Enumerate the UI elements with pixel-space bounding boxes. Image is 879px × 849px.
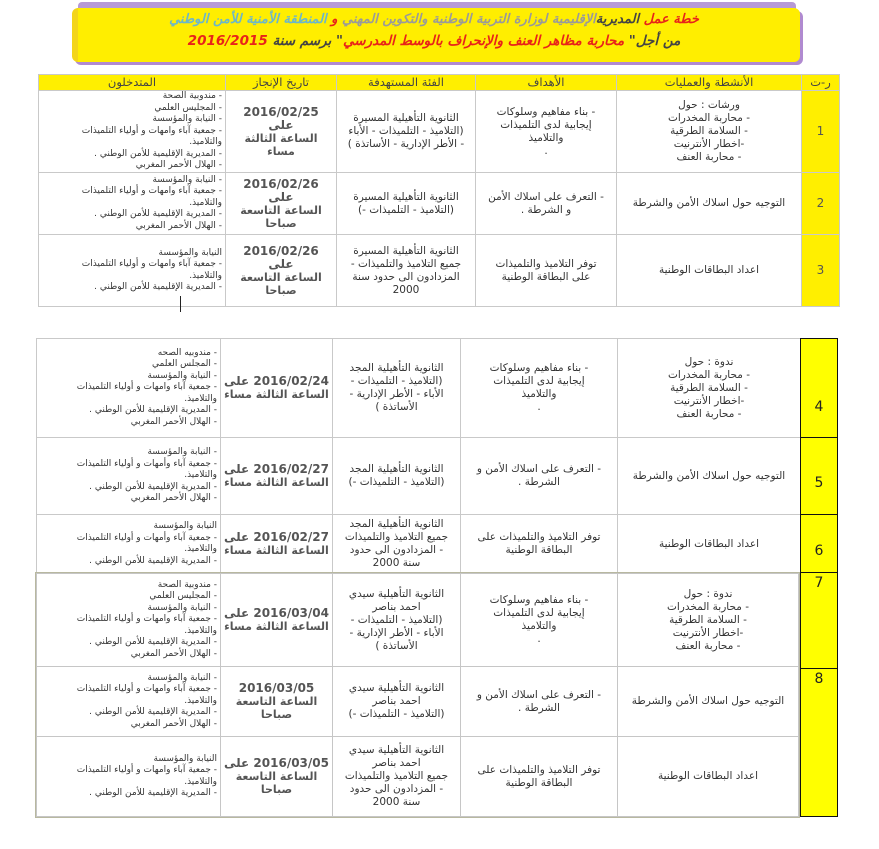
completion-date-cell-line: 2016/02/27 على [224,462,329,476]
completion-date-cell-line: الساعة التاسعة [240,270,322,284]
stray-line-mark [180,296,181,312]
actors-cell [39,235,226,307]
activities-cell-line: -اخطار الأنترنيت [673,138,745,150]
actors-cell [37,737,221,817]
actors-cell-line: - جمعية آباء وامهات و أولياء التلميذات [76,382,217,393]
actors-cell-line: والتلاميذ. [184,393,217,404]
activities-cell-line: - السلامة الطرقية [670,125,748,137]
target-group-cell-line: (التلاميذ - التلميذات -) [348,708,445,720]
actors-cell [37,574,221,667]
goals-cell-line: - بناء مفاهيم وسلوكات [489,362,589,374]
line1-segment: المديرية [595,12,640,27]
target-group-cell-line: جميع التلاميذ والتلميذات [344,770,449,782]
completion-date-cell-line: الساعة الثالثة مساء [224,388,329,401]
activities-cell-line: التوجيه حول اسلاك الأمن والشرطة [632,197,786,209]
table-row [37,667,799,737]
target-group-cell-line: سنة 2000 [372,796,421,808]
target-group-cell-line: الثانوية التأهيلية المسيرة [353,190,459,203]
target-group-cell-line: (التلاميذ - التلميذات -) [358,203,454,216]
actors-cell-line: - جمعية آباء وامهات و أولياء التلميذات [81,186,222,197]
target-group-cell [337,173,476,235]
completion-date-cell-line: 2016/02/26 على [243,243,319,271]
target-group-cell [333,574,461,667]
completion-date-cell [226,235,337,307]
actors-cell-line: النيابة والمؤسسة [153,753,217,764]
action-plan-table-part-2 [36,338,801,574]
actors-cell-line: والتلاميذ. [189,197,222,208]
goals-cell-line: توفر التلاميذ والتلميذات على [477,763,601,776]
table-row [39,235,840,307]
actors-cell-line: - جمعية آباء وامهات و أولياء التلميذات [76,684,217,695]
goals-cell-line: الشرطة . [518,701,560,714]
row-number: 8 [814,671,824,687]
activities-cell-line: اعداد البطاقات الوطنية [658,264,760,276]
completion-date-cell [221,667,333,737]
goals-cell-line: والتلاميذ [528,131,564,144]
actors-cell [37,515,221,574]
goals-cell-line: - بناء مفاهيم وسلوكات [489,594,589,606]
completion-date-cell-line: الساعة الثالثة مساء [244,131,318,158]
actors-cell-line: - الهلال الأحمر المغربي [135,160,222,171]
target-group-cell-line: (التلاميذ - التلميذات - الأباء [348,125,464,137]
row-number-box [800,668,838,817]
title-banner [72,2,802,64]
line2-segment: 2016/2015 [187,33,268,49]
target-group-cell-line: احمد بناصر [372,695,421,707]
completion-date-cell-line: الساعة الثالثة مساء [224,544,329,557]
actors-cell-line: - المجلس العلمي [152,359,217,370]
target-group-cell-line: المزدادون الى حدود سنة [352,270,460,283]
completion-date-cell [221,339,333,438]
actors-cell-line: - المديرية الإقليمية للأمن الوطني . [89,555,217,566]
completion-date-cell-line: 2016/02/26 على [243,176,319,204]
goals-cell [461,737,618,817]
actors-cell-line: والتلاميذ. [184,470,217,481]
goals-cell-line: و الشرطة . [520,203,572,216]
actors-cell-line: - المديرية الإقليمية للأمن الوطني . [89,707,217,718]
completion-date-cell-line: صباحا [260,783,293,796]
target-group-cell-line: - الأطر الإدارية - الأساتذة ) [347,138,465,150]
actors-cell [39,173,226,235]
target-group-cell [337,91,476,173]
activities-cell [618,515,801,574]
table-row [39,173,840,235]
target-group-cell-line: الأساتذة ) [375,401,418,413]
completion-date-cell-line: الساعة الثالثة مساء [224,620,329,633]
goals-cell-line: البطاقة الوطنية [505,544,573,556]
line2-segment: " برسم سنة [267,33,344,49]
actors-cell-line: - المديرية الإقليمية للأمن الوطني . [89,788,217,798]
target-group-cell-line: احمد بناصر [372,600,421,613]
target-group-cell-line: الأباء - الأطر الإدارية - [349,388,444,400]
target-group-cell-line: (التلاميذ - التلميذات - [350,613,443,626]
target-group-cell [333,667,461,737]
activities-cell-line: - محاربة العنف [676,151,742,163]
goals-cell [476,91,617,173]
target-group-cell-line: الثانوية التأهيلية المسيرة [353,112,459,124]
target-group-cell-line: الثانوية التأهيلية سيدي [348,682,445,694]
header-num: ر-ت [802,75,840,91]
banner-title-line-2 [94,33,774,49]
activities-cell [618,438,801,515]
actors-cell-line: النيابة والمؤسسة [153,521,217,531]
activities-cell-line: التوجيه حول اسلاك الأمن والشرطة [631,695,785,707]
activities-cell [617,235,802,307]
actors-cell-line: - الهلال الأحمر المغربي [130,416,217,427]
goals-cell-line: إيجابية لدى التلميذات [493,607,585,619]
target-group-cell-line: جميع التلاميذ والتلميذات [344,531,449,543]
table-row [39,91,840,173]
activities-cell [618,667,799,737]
target-group-cell-line: الثانوية التأهيلية المجد [349,518,444,530]
completion-date-cell [221,438,333,515]
target-group-cell-line: الثانوية التأهيلية المجد [349,463,444,475]
completion-date-cell [226,173,337,235]
completion-date-cell [221,737,333,817]
line1-segment: المنطقة الأمنية للأمن الوطني [169,12,327,27]
completion-date-cell-line: 2016/02/25 على [243,104,319,132]
actors-cell-line: والتلاميذ. [189,270,222,281]
completion-date-cell-line: الساعة التاسعة [235,770,318,783]
goals-cell [461,515,618,574]
row-number: 4 [814,399,824,415]
activities-cell-line: ندوة : حول [684,355,734,368]
completion-date-cell-line: الساعة الثالثة مساء [224,476,329,489]
goals-cell [461,438,618,515]
table-row [37,737,799,817]
goals-cell [476,173,617,235]
line1-segment: الإقليمية لوزارة التربية الوطنية والتكوين المهني [337,12,596,27]
action-plan-table-part-1 [38,74,840,307]
activities-cell-line: - السلامة الطرقية [669,613,747,626]
activities-cell-line: اعداد البطاقات الوطنية [658,537,760,550]
actors-cell-line: - المديرية الإقليمية للأمن الوطني . [89,637,217,648]
actors-cell-line: - جمعية آباء وأمهات و أولياء التلميذات [76,458,217,469]
actors-cell-line: - جمعية آباء وامهات و أولياء التلميذات [76,614,217,625]
completion-date-cell-line: صباحا [260,708,293,721]
table-row [37,438,801,515]
line1-segment: و [326,12,338,27]
activities-cell [618,339,801,438]
actors-cell-line: - المجليس العلمي [149,591,217,602]
goals-cell-line: . [537,401,541,413]
target-group-cell-line: الثانوية التأهيلية المسيرة [353,244,459,257]
actors-cell-line: - الهلال الأحمر المغربي [130,648,217,659]
goals-cell-line: البطاقة الوطنية [505,776,573,789]
actors-cell-line: - الهلال الأحمر المغربي [130,493,217,504]
goals-cell-line: والتلاميذ [521,620,557,632]
actors-cell [37,339,221,438]
line1-segment: خطة عمل [639,12,699,27]
goals-cell [476,235,617,307]
actors-cell-line: والتلاميذ. [189,137,222,148]
row-number-box [800,437,838,515]
actors-cell-line: - المجليس العلمي [154,102,222,113]
actors-cell-line: والتلاميذ. [184,695,217,706]
row-number: 7 [814,575,824,591]
actors-cell-line: - جمعية آباء وامهات و أولياء التلميذات [76,765,217,775]
actors-cell-line: - مندوبية الصحة [157,579,217,590]
line2-segment: من أجل" [624,33,681,49]
goals-cell-line: والتلاميذ [521,388,557,400]
actors-cell-line: - جمعية آباء وامهات و أولياء التلميذات [81,125,222,136]
goals-cell [461,339,618,438]
completion-date-cell [221,515,333,574]
goals-cell-line: على البطاقة الوطنية [501,270,591,283]
actors-cell-line: والتلاميذ. [184,776,217,787]
goals-cell-line: - التعرف على اسلاك الأمن و [476,463,602,475]
activities-cell-line: ندوة : حول [683,587,733,600]
target-group-cell [333,438,461,515]
target-group-cell-line: الأساتذة ) [375,639,418,652]
activities-cell-line: - محاربة المخدرات [667,368,751,381]
actors-cell-line: - المديرية الإقليمية للأمن الوطني . [89,405,217,416]
target-group-cell-line: الثانوية التأهيلية سيدي [348,587,445,600]
activities-cell [617,173,802,235]
actors-cell [37,438,221,515]
target-group-cell-line: الثانوية التأهيلية المجد [349,362,444,374]
activities-cell [617,91,802,173]
completion-date-cell [226,91,337,173]
target-group-cell-line: - المزدادون الى حدود [349,544,444,556]
activities-cell-line: - محاربة العنف [676,407,742,420]
goals-cell-line: إيجابية لدى التلميذات [500,118,592,131]
actors-cell-line: - المديرية الإقليمية للأمن الوطني . [94,282,222,292]
actors-cell-line: - النيابة والمؤسسة [147,602,217,613]
actors-cell-line: - مندوبية الصحة [162,91,222,102]
row-number: 2 [802,173,840,235]
goals-cell-line: . [544,144,548,157]
activities-cell-line: - محاربة العنف [675,639,741,652]
row-number: 6 [814,542,824,559]
goals-cell-line: . [537,633,541,645]
actors-cell-line: - النيابة والمؤسسة [152,114,222,125]
goals-cell-line: توفر التلاميذ والتلميذات [495,257,597,270]
target-group-cell [333,737,461,817]
goals-cell-line: توفر التلاميذ والتلميذات على [477,531,601,543]
actors-cell-line: والتلاميذ. [184,625,217,636]
activities-cell-line: التوجيه حول اسلاك الأمن والشرطة [632,469,786,482]
table-row [37,515,801,574]
header-target: الفئة المستهدفة [337,75,476,91]
actors-cell-line: والتلاميذ. [184,544,217,554]
header-date: تاريخ الإنجاز [226,75,337,91]
actors-cell-line: النيابة والمؤسسة [158,247,222,258]
actors-cell-line: - جمعية آباء وامهات و أولياء التلميذات [81,259,222,269]
completion-date-cell-line: 2016/03/04 على [224,606,329,620]
completion-date-cell-line: صباحا [265,283,297,297]
target-group-cell [333,515,461,574]
completion-date-cell-line: 2016/02/27 على [224,530,329,544]
activities-cell [618,574,799,667]
actors-cell-line: - مندوبيه الصحه [157,347,217,358]
goals-cell-line: - التعرف على اسلاك الأمن [488,190,604,203]
row-number-box [800,338,838,438]
line2-segment: محاربة مظاهر العنف والإنحراف بالوسط المدرسي [343,33,625,49]
completion-date-cell [221,574,333,667]
completion-date-cell-line: صباحا [265,216,297,230]
banner-title-line-1 [94,12,774,27]
actors-cell-line: - الهلال الأحمر المغربي [130,718,217,729]
target-group-cell-line: جميع التلاميذ والتلميذات - [350,257,462,270]
row-number-box [800,514,838,573]
row-number: 5 [814,475,824,491]
target-group-cell-line: (التلاميذ - التلميذات -) [348,476,445,488]
header-goals: الأهداف [476,75,617,91]
activities-cell-line: ورشات : حول [678,99,740,111]
row-number: 3 [802,235,840,307]
header-actors: المتدخلون [39,75,226,91]
activities-cell-line: -اخطار الأنترنيت [673,394,745,407]
actors-cell-line: - المديرية الإقليمية للأمن الوطني . [94,209,222,220]
actors-cell-line: - النيابة والمؤسسة [152,174,222,185]
activities-cell-line: - محاربة المخدرات [666,600,750,613]
target-group-cell-line: (التلاميذ - التلميذات - [350,375,443,387]
goals-cell-line: الشرطة . [518,476,560,488]
target-group-cell-line: الأباء - الأطر الإدارية - [349,626,444,639]
actors-cell-line: - المديرية الإقليمية للأمن الوطني . [94,148,222,159]
actors-cell-line: - المديرية الإقليمية للأمن الوطني . [89,481,217,492]
activities-cell-line: - محاربة المخدرات [667,112,751,124]
actors-cell-line: - جمعية آباء وأمهات و أولياء التلميذات [76,532,217,543]
target-group-cell-line: الثانوية التأهيلية سيدي [348,744,445,756]
completion-date-cell-line: الساعة التاسعة [235,695,318,708]
actors-cell-line: - النيابة والمؤسسة [147,672,217,683]
actors-cell-line: - النيابة والمؤسسة [147,447,217,458]
goals-cell-line: - بناء مفاهيم وسلوكات [496,105,596,118]
goals-cell-line: - التعرف على اسلاك الأمن و [476,688,602,701]
header-activities: الأنشطة والعمليات [617,75,802,91]
completion-date-cell-line: 2016/03/05 على [224,756,329,770]
actors-cell [37,667,221,737]
actors-cell [39,91,226,173]
actors-cell-line: - النيابة والمؤسسة [147,370,217,381]
action-plan-table-part-3 [36,573,799,817]
goals-cell-line: إيجابية لدى التلميذات [493,375,585,387]
goals-cell [461,667,618,737]
actors-cell-line: - الهلال الأحمر المغربي [135,220,222,231]
row-number-box [800,572,838,669]
target-group-cell-line: سنة 2000 [372,557,421,569]
target-group-cell-line: 2000 [392,283,420,296]
row-number: 1 [802,91,840,173]
completion-date-cell-line: 2016/02/24 على [224,374,329,388]
target-group-cell [337,235,476,307]
completion-date-cell-line: الساعة التاسعة [240,203,322,217]
completion-date-cell-line: 2016/03/05 [238,681,315,695]
table-row [37,339,801,438]
goals-cell [461,574,618,667]
target-group-cell-line: احمد بناصر [372,757,421,769]
activities-cell-line: -اخطار الأنترنيت [672,626,744,639]
target-group-cell [333,339,461,438]
activities-cell-line: اعداد البطاقات الوطنية [657,770,759,782]
activities-cell [618,737,799,817]
activities-cell-line: - السلامة الطرقية [670,381,748,394]
table-row [37,574,799,667]
target-group-cell-line: - المزدادون الى حدود [349,783,444,795]
table-header-row [39,75,840,91]
